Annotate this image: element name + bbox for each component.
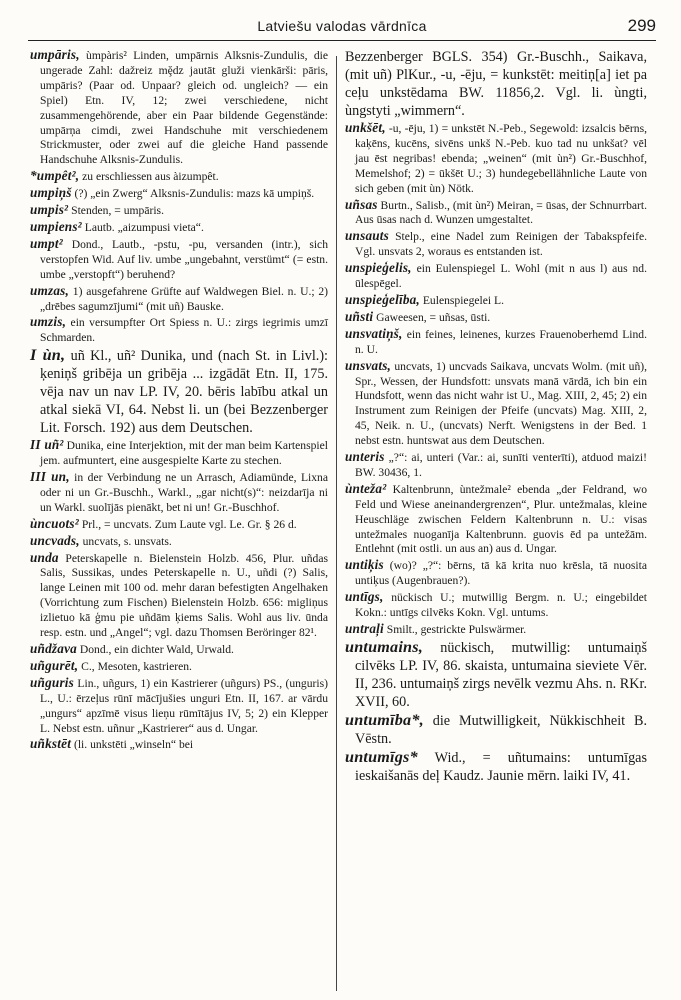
entry-definition: -u, -ēju, 1) = unkstēt N.-Peb., Segewold: izsalcis bērns, kaķēns, kucēns, sivēns unkš N.-Peb. kuo tad nu unkšat? vēl jau ēst negribas! ebenda; „weinen“ (mit ùn²) Gr.-Buschhof, Memelshof; 2) = ūkšēt U.; 3) hundegebellähnliche Laute von sich geben (mit ùn) Nötk. — [355, 122, 647, 195]
entry-definition: (?) „ein Zwerg“ Alksnis-Zundulis: mazs kā umpiņš. — [71, 187, 315, 201]
dictionary-entry — [345, 121, 647, 197]
dictionary-entry — [30, 48, 328, 168]
entry-headword: untraļi — [345, 621, 384, 636]
entry-headword: ùncuots² — [30, 515, 79, 531]
entry-definition: zu erschliessen aus àizumpêt. — [79, 170, 219, 184]
entry-headword: umpiens² — [30, 218, 82, 234]
entry-definition: Wid., = uñtumains: untumīgas ieskaišanās deļ Kaudz. Jaunie mērn. laiki IV, 41. — [355, 749, 647, 784]
entry-definition: Dond., ein dichter Wald, Urwald. — [76, 643, 234, 656]
entry-definition: Lin., uñgurs, 1) ein Kastrierer (uñgurs) PS., (unguris) L., U.: ērzeļus rūnī mācījušies unguri Etn. II, 167. ar vārdu „ungurs“ apzīmē visus lieņu rūmītājus IV, 5; 2) ein Klepper L. Nebst estn. uñnur „Kastrierer“ aus d. Ungar. — [40, 676, 328, 735]
entry-definition: Kaltenbrunn, ùntežmale² ebenda „der Feldrand, wo Feld und Wiese aneinandergrenzen“, Plur. untežmalas, kleine Heuschläge zwischen Feldern Kaltenbrunn n. U.: visas untežmales nuoganīja Kaltenbrunn. guovis ēd pa untežām. Entlehnt (mit ostli. un aus an) aus d. Ungar. — [355, 482, 647, 556]
entry-definition: Lautb. „aizumpusi vieta“. — [81, 220, 204, 234]
dictionary-entry — [345, 639, 647, 711]
entry-definition: „?“: ai, unteri (Var.: ai, sunīti venterīti), atduod maizi! BW. 30436, 1. — [355, 451, 647, 479]
entry-headword: untīgs, — [345, 589, 384, 605]
entry-definition: die Mutwilligkeit, Nükkischheit B. Vēstn. — [355, 712, 647, 747]
dictionary-entry — [30, 659, 328, 675]
page-header — [28, 12, 656, 41]
entry-definition: Dond., Lautb., -pstu, -pu, versanden (intr.), sich verstopfen Wid. Auf liv. umbe „ungebahnt, verstümt“ (= estn. umbe „verstopft“) beruhend? — [40, 237, 328, 281]
entry-headword: unsvats, — [345, 357, 392, 373]
entry-headword: untumīgs* — [345, 748, 418, 766]
entry-definition: in der Verbindung ne un Arrasch, Adiamünde, Lixna oder ni un Gr.-Buschh., Warkl., „gar nicht(s)“: neizdarīja ni un Warkl. suolījās pienākt, bet ni un! Gr.-Buschhof. — [40, 471, 328, 514]
dictionary-entry — [30, 642, 328, 658]
dictionary-entry — [345, 229, 647, 260]
entry-headword: untiķis — [345, 557, 384, 573]
entry-definition: nückisch U.; mutwillig Bergm. n. U.; eingebildet Kokn.: untīgs cilvēks Kokn. Vgl. untums. — [355, 591, 647, 620]
entry-headword: umpiņš — [30, 185, 72, 201]
column-divider — [336, 56, 337, 991]
entry-headword: uñguris — [30, 674, 75, 690]
entry-definition: uncvats, s. unsvats. — [79, 534, 172, 548]
entry-definition: 1) ausgefahrene Grüfte auf Waldwegen Biel. n. U.; 2) „drēbes sagumzījumi“ (mit uñ) Bauske. — [40, 284, 328, 313]
entry-headword: uncvads, — [30, 532, 80, 548]
dictionary-entry — [30, 438, 328, 469]
entry-headword: unteris — [345, 449, 385, 465]
right-column — [345, 48, 647, 786]
dictionary-entry — [345, 327, 647, 358]
dictionary-entry — [345, 482, 647, 558]
entry-definition: C., Mesoten, kastrieren. — [78, 659, 192, 673]
dictionary-entry — [30, 169, 328, 185]
entry-headword: umzas, — [30, 282, 70, 298]
entry-headword: untumība*, — [345, 711, 424, 729]
entry-definition: Bezzenberger BGLS. 354) Gr.-Buschh., Saikava, (mit uñ) PlKur., -u, -ēju, = kunkstēt: meitiņ[a] iet pa ceļu unkstēdama BW. 11856,2. Vgl. li. ùngti, ùngstyti „wimmern“. — [345, 49, 647, 119]
entry-definition: Peterskapelle n. Bielenstein Holzb. 456, Plur. uñdas Salis, Sussikas, undes Peterskapelle n. U., uñdi (?) Salis, lange Leinen mit 100 od. mehr daran befestigten Angelhaken (Vorrichtung zum Fischen) Bielenstein Holzb. 656: migliņus izlietuo kā ģmu pie uñdām ķiems Salis. Wohl aus liv. ūnda resp. estn. und „Angel“; vgl. dazu Thomsen Beröringer 82¹. — [40, 551, 328, 640]
entry-headword: umpis² — [30, 202, 69, 218]
dictionary-entry — [345, 198, 647, 229]
entry-headword: uñsas — [345, 196, 378, 212]
dictionary-entry — [30, 284, 328, 315]
dictionary-title: Latviešu valodas vārdnīca — [257, 18, 427, 34]
dictionary-entry — [30, 551, 328, 641]
entry-definition: Stenden, = umpāris. — [68, 204, 164, 218]
entry-headword: unsvatiņš, — [345, 325, 403, 341]
entry-headword: untumains, — [345, 638, 423, 656]
entry-definition: Eulenspiegelei L. — [419, 293, 504, 307]
entry-headword: umzis, — [30, 314, 67, 330]
entry-headword: umpāris, — [30, 47, 80, 62]
entry-definition: Burtn., Salisb., (mit ùn²) Meiran, = ūsas, der Schnurrbart. Aus ūsas nach d. Wunzen umgestaltet. — [355, 198, 647, 227]
entry-definition: uncvats, 1) uncvads Saikava, uncvats Wolm. (mit uñ), Spr., Wessen, der Hundsfott: unsvats manā vārdā, ich bin ein Hundsfott, wenn das nicht wahr ist U., Mag. XIII, 2, 45; 2) ein Instrument zum Reinigen der Pfeife (uncvats) Mag. XIII, 2, 45, Neik. n. U., (uncvats) Nerft. Wenigstens in der Bed. 1 nebst estn. huntswat aus dem Deutschen. — [355, 359, 647, 448]
dictionary-entry — [345, 749, 647, 785]
dictionary-entry — [345, 293, 647, 309]
entry-headword: uñkstēt — [30, 736, 72, 752]
dictionary-entry — [30, 315, 328, 346]
entry-definition: (li. unkstēti „winseln“ bei — [71, 738, 194, 752]
entry-headword: III un, — [30, 469, 70, 485]
entry-definition: Gaweesen, = uñsas, ūsti. — [373, 310, 491, 324]
dictionary-entry — [30, 470, 328, 516]
entry-definition: Prl., = uncvats. Zum Laute vgl. Le. Gr. § 26 d. — [78, 517, 297, 531]
entry-headword: unspieģelība, — [345, 291, 420, 307]
entry-headword: uñdžava — [30, 641, 77, 656]
dictionary-entry — [345, 359, 647, 449]
dictionary-entry — [30, 220, 328, 236]
entry-definition: (wo)? „?“: bērns, tā kā krita nuo krēsla, tā nuosita untiķus (Augenbrauen?). — [355, 559, 647, 588]
dictionary-entry — [30, 186, 328, 202]
entry-definition: ein Eulenspiegel L. Wohl (mit n aus l) aus nd. ūlespēgel. — [355, 262, 647, 291]
dictionary-entry — [30, 534, 328, 550]
entry-headword: *umpêt², — [30, 168, 80, 184]
dictionary-entry — [30, 347, 328, 437]
dictionary-entry — [30, 517, 328, 533]
dictionary-entry — [30, 676, 328, 737]
left-column — [30, 48, 328, 754]
dictionary-entry — [345, 590, 647, 621]
entry-definition: ùmpàris² Linden, umpārnis Alksnis-Zundulis, die ungerade Zahl: dažreiz mḝdz jautāt gluži vienkārši: pāris, umpāris? (Paar od. Unpaar? gleich od. ungleich? — ein Spiel) Etn. IV, 12; zwei verschiedene, nicht zusammengehörende, aber ein Paar bildende Gegenstände: umpārņa cimdi, zwei Handschuhe mit verschiedenem Strickmuster, oder zwei auf die gleiche Hand passende Handschuhe Alksnis-Zundulis. — [40, 49, 328, 167]
entry-headword: II uñ² — [30, 437, 64, 453]
entry-headword: ùnteža² — [345, 480, 387, 496]
entry-headword: uñsti — [345, 308, 374, 324]
dictionary-entry — [345, 310, 647, 326]
dictionary-entry — [345, 558, 647, 589]
dictionary-entry — [345, 622, 647, 638]
dictionary-entry — [345, 712, 647, 748]
entry-headword: uñgurēt, — [30, 657, 79, 673]
entry-headword: unspieģelis, — [345, 260, 412, 276]
entry-headword: unsauts — [345, 228, 390, 244]
dictionary-entry — [30, 203, 328, 219]
entry-headword: umpt² — [30, 235, 63, 251]
page-number: 299 — [627, 16, 656, 35]
entry-headword: unkšēt, — [345, 120, 386, 135]
entry-definition: uñ Kl., uñ² Dunika, und (nach St. in Livl.): ķeniņš gribēja un gribēja ... izgādāt Etn. II, 175. vēja nav un nav LP. IV, 20. bēris labību atkal un atkal siekā VI, 64. Nebst li. un (bei Bezzenberger Lit. Forsch. 192) aus dem Deutschen. — [40, 348, 329, 437]
entry-definition: Stelp., eine Nadel zum Reinigen der Tabakspfeife. Vgl. unsvats 2, woraus es entstanden ist. — [355, 230, 647, 259]
entry-headword: unda — [30, 549, 59, 565]
dictionary-entry — [345, 450, 647, 481]
entry-definition: Dunika, eine Interjektion, mit der man beim Kartenspiel jem. aufmuntert, eine ausgespielte Karte zu stechen. — [40, 439, 328, 468]
dictionary-entry — [30, 237, 328, 283]
dictionary-entry — [345, 261, 647, 292]
dictionary-entry — [30, 737, 328, 753]
entry-definition: ein versumpfter Ort Spiess n. U.: zirgs iegrimis umzī Schmarden. — [40, 316, 328, 345]
entry-headword: I ùn, — [30, 347, 66, 365]
entry-definition: nückisch, mutwillig: untumaiņš cilvēks LP. IV, 86. skaista, untumaina sieviete Vēr. II, 236. untumaiņš zirgs nevēlk vezmu Ahs. n. RKr. XVII, 60. — [355, 639, 647, 710]
entry-definition: ein feines, leinenes, kurzes Frauenoberhemd Lind. n. U. — [355, 327, 647, 356]
dictionary-entry — [345, 48, 647, 120]
entry-definition: Smilt., gestrickte Pulswärmer. — [383, 623, 527, 636]
